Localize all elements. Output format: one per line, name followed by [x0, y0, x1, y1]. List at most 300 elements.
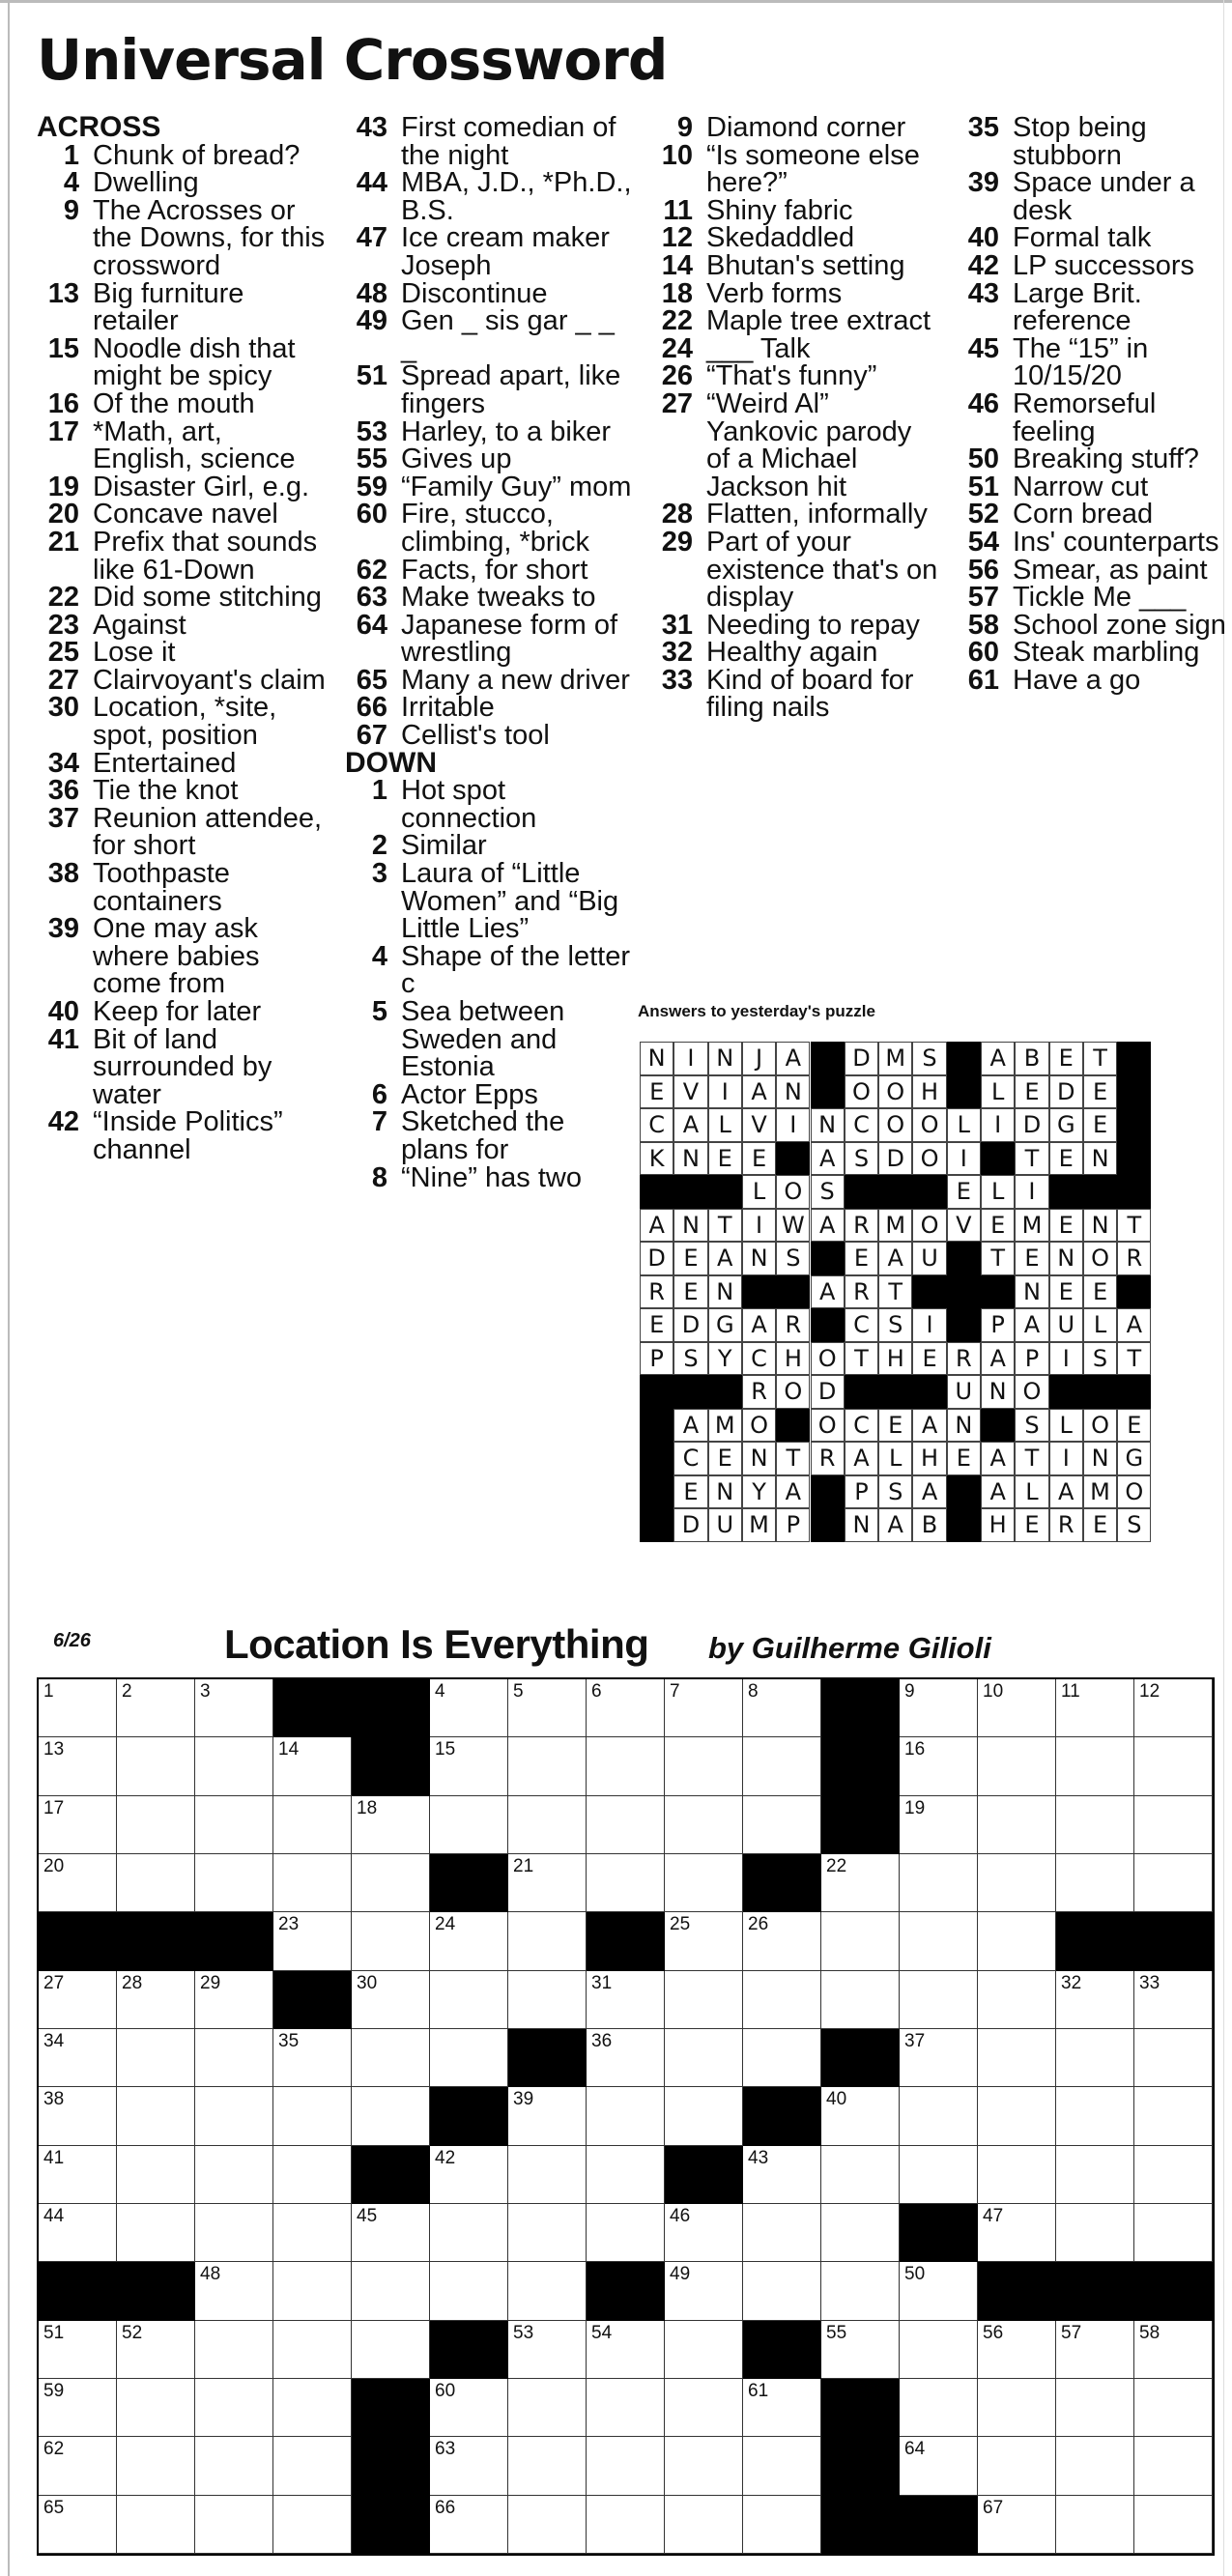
- clue-text: “Weird Al” Yankovic parody of a Michael Jackson hit: [706, 387, 912, 502]
- grid-cell[interactable]: [900, 2087, 978, 2145]
- grid-cell[interactable]: [900, 2379, 978, 2437]
- clue-number: 10: [661, 139, 693, 171]
- grid-cell[interactable]: [273, 2437, 352, 2495]
- answer-letter-cell: N: [811, 1108, 845, 1142]
- answer-letter-cell: T: [1117, 1342, 1151, 1376]
- grid-cell[interactable]: [1134, 1679, 1213, 1737]
- grid-cell[interactable]: [352, 2262, 430, 2320]
- grid-cell[interactable]: [978, 2321, 1056, 2379]
- grid-cell[interactable]: [900, 2321, 978, 2379]
- clue-text: School zone sign: [1013, 609, 1226, 641]
- clue-text: Breaking stuff?: [1013, 444, 1199, 475]
- grid-cell[interactable]: [195, 1679, 273, 1737]
- grid-black-square: [430, 2321, 508, 2379]
- grid-cell[interactable]: [743, 2146, 821, 2204]
- grid-cell[interactable]: [587, 1854, 665, 1912]
- answer-letter-cell: N: [708, 1042, 742, 1075]
- grid-cell[interactable]: [587, 1971, 665, 2029]
- clue-item: [345, 860, 635, 943]
- clue-text: Ins' counterparts: [1013, 526, 1219, 558]
- grid-cell[interactable]: [508, 1854, 587, 1912]
- clue-number: 30: [47, 692, 79, 724]
- grid-cell-number: 57: [1061, 2322, 1082, 2343]
- grid-cell[interactable]: [430, 2496, 508, 2554]
- down-clues-column-2: [957, 114, 1227, 694]
- clue-number: 7: [371, 1106, 387, 1138]
- grid-cell-number: 2: [122, 1681, 132, 1702]
- clue-number: 54: [967, 526, 999, 558]
- grid-cell[interactable]: [665, 2204, 743, 2262]
- clue-number: 62: [356, 554, 387, 586]
- grid-black-square: [1056, 1912, 1134, 1970]
- grid-cell[interactable]: [1134, 2379, 1213, 2437]
- grid-cell[interactable]: [978, 2029, 1056, 2087]
- grid-cell[interactable]: [1056, 1971, 1134, 2029]
- grid-cell[interactable]: [117, 2321, 195, 2379]
- grid-cell[interactable]: [1134, 2146, 1213, 2204]
- grid-cell-number: 67: [983, 2497, 1004, 2518]
- grid-cell[interactable]: [1056, 1679, 1134, 1737]
- grid-cell[interactable]: [195, 2496, 273, 2554]
- grid-cell[interactable]: [39, 2204, 117, 2262]
- answer-letter-cell: U: [708, 1508, 742, 1542]
- clue-item: [37, 584, 327, 612]
- answer-letter-cell: A: [673, 1108, 707, 1142]
- grid-cell[interactable]: [743, 2379, 821, 2437]
- grid-cell-number: 22: [826, 1856, 847, 1876]
- grid-cell[interactable]: [978, 2087, 1056, 2145]
- grid-cell[interactable]: [508, 2496, 587, 2554]
- grid-cell-number: 56: [983, 2322, 1004, 2343]
- grid-cell[interactable]: [352, 2321, 430, 2379]
- grid-cell[interactable]: [508, 2321, 587, 2379]
- grid-cell[interactable]: [430, 2379, 508, 2437]
- grid-cell[interactable]: [821, 2087, 900, 2145]
- grid-cell[interactable]: [430, 1912, 508, 1970]
- grid-cell[interactable]: [1056, 2321, 1134, 2379]
- grid-cell[interactable]: [587, 2029, 665, 2087]
- grid-cell[interactable]: [587, 2087, 665, 2145]
- grid-cell[interactable]: [39, 1796, 117, 1854]
- grid-cell[interactable]: [665, 2321, 743, 2379]
- grid-cell[interactable]: [1134, 1737, 1213, 1795]
- grid-cell[interactable]: [1056, 2204, 1134, 2262]
- grid-cell[interactable]: [665, 2496, 743, 2554]
- grid-cell[interactable]: [352, 1912, 430, 1970]
- answer-letter-cell: H: [878, 1342, 912, 1376]
- clue-text: Bit of land surrounded by water: [93, 1023, 272, 1110]
- clue-item: [37, 415, 327, 475]
- grid-cell-number: 7: [670, 1681, 680, 1702]
- grid-cell[interactable]: [587, 2204, 665, 2262]
- grid-cell[interactable]: [117, 1854, 195, 1912]
- clue-text: Against: [93, 609, 186, 641]
- answer-letter-cell: I: [1049, 1442, 1083, 1475]
- grid-cell[interactable]: [430, 2437, 508, 2495]
- answer-letter-cell: R: [1049, 1508, 1083, 1542]
- grid-cell[interactable]: [587, 1796, 665, 1854]
- grid-cell[interactable]: [1134, 2029, 1213, 2087]
- grid-black-square: [352, 2437, 430, 2495]
- answer-letter-cell: E: [1083, 1275, 1117, 1309]
- answer-letter-cell: I: [673, 1042, 707, 1075]
- grid-cell[interactable]: [978, 1912, 1056, 1970]
- grid-cell[interactable]: [117, 2437, 195, 2495]
- answer-letter-cell: M: [708, 1409, 742, 1443]
- grid-cell[interactable]: [1056, 2496, 1134, 2554]
- answer-letter-cell: I: [981, 1108, 1015, 1142]
- clue-number: 41: [47, 1023, 79, 1055]
- grid-cell[interactable]: [821, 2204, 900, 2262]
- grid-cell[interactable]: [117, 1737, 195, 1795]
- clue-text: Keep for later: [93, 996, 262, 1027]
- grid-cell[interactable]: [430, 1679, 508, 1737]
- grid-cell[interactable]: [39, 2437, 117, 2495]
- grid-cell[interactable]: [665, 2029, 743, 2087]
- grid-cell[interactable]: [900, 2146, 978, 2204]
- grid-cell[interactable]: [665, 1971, 743, 2029]
- across-clues-column-2: [345, 114, 635, 1191]
- grid-cell[interactable]: [587, 2379, 665, 2437]
- answer-letter-cell: N: [1083, 1142, 1117, 1176]
- grid-cell[interactable]: [821, 1971, 900, 2029]
- clue-text: Narrow cut: [1013, 471, 1149, 502]
- clue-number: 6: [371, 1078, 387, 1110]
- grid-cell[interactable]: [1134, 1971, 1213, 2029]
- grid-cell[interactable]: [743, 2437, 821, 2495]
- answer-letter-cell: S: [811, 1175, 845, 1209]
- grid-cell[interactable]: [273, 1796, 352, 1854]
- grid-cell[interactable]: [900, 1854, 978, 1912]
- clue-text: Corn bread: [1013, 499, 1154, 530]
- grid-cell[interactable]: [195, 2262, 273, 2320]
- grid-cell[interactable]: [508, 1737, 587, 1795]
- grid-cell[interactable]: [978, 2496, 1056, 2554]
- grid-cell[interactable]: [430, 2262, 508, 2320]
- answer-letter-cell: D: [640, 1242, 673, 1275]
- grid-cell[interactable]: [39, 1679, 117, 1737]
- clue-number: 51: [967, 471, 999, 502]
- clue-item: [37, 277, 327, 337]
- clue-item: [37, 1108, 327, 1163]
- grid-cell[interactable]: [39, 2087, 117, 2145]
- grid-cell[interactable]: [508, 2437, 587, 2495]
- answer-letter-cell: R: [811, 1442, 845, 1475]
- grid-cell[interactable]: [117, 1679, 195, 1737]
- grid-cell[interactable]: [978, 1971, 1056, 2029]
- clue-text: Japanese form of wrestling: [401, 609, 618, 669]
- clue-number: 5: [371, 996, 387, 1027]
- clue-item: [650, 249, 940, 281]
- answer-black-square: [878, 1375, 912, 1409]
- grid-cell[interactable]: [1134, 1854, 1213, 1912]
- grid-cell[interactable]: [508, 1679, 587, 1737]
- grid-cell[interactable]: [195, 2321, 273, 2379]
- clue-text: Entertained: [93, 747, 237, 779]
- grid-cell[interactable]: [195, 1971, 273, 2029]
- clue-text: Large Brit. reference: [1013, 277, 1142, 337]
- grid-cell[interactable]: [587, 2146, 665, 2204]
- grid-cell[interactable]: [508, 2262, 587, 2320]
- grid-cell[interactable]: [273, 2029, 352, 2087]
- grid-cell[interactable]: [743, 2496, 821, 2554]
- grid-cell[interactable]: [508, 2204, 587, 2262]
- clue-item: [37, 332, 327, 392]
- clue-number: 18: [661, 277, 693, 309]
- grid-cell[interactable]: [195, 2437, 273, 2495]
- grid-cell[interactable]: [273, 2379, 352, 2437]
- grid-cell[interactable]: [430, 1971, 508, 2029]
- grid-cell[interactable]: [39, 2321, 117, 2379]
- grid-cell[interactable]: [1056, 1796, 1134, 1854]
- clue-item: [957, 114, 1227, 169]
- grid-cell[interactable]: [195, 2204, 273, 2262]
- grid-cell[interactable]: [195, 2087, 273, 2145]
- clue-number: 39: [47, 913, 79, 945]
- grid-cell[interactable]: [978, 2204, 1056, 2262]
- grid-cell[interactable]: [665, 2087, 743, 2145]
- grid-cell-number: 40: [826, 2089, 847, 2110]
- clue-item: [345, 694, 635, 722]
- clue-text: Formal talk: [1013, 222, 1152, 254]
- grid-black-square: [665, 2146, 743, 2204]
- grid-cell[interactable]: [978, 1679, 1056, 1737]
- answer-letter-cell: V: [742, 1108, 776, 1142]
- grid-cell[interactable]: [117, 1971, 195, 2029]
- clue-item: [957, 224, 1227, 252]
- grid-cell[interactable]: [665, 1796, 743, 1854]
- grid-cell[interactable]: [273, 2262, 352, 2320]
- clue-number: 33: [661, 664, 693, 696]
- grid-cell[interactable]: [39, 2029, 117, 2087]
- grid-black-square: [352, 2496, 430, 2554]
- answer-letter-cell: I: [742, 1209, 776, 1243]
- answer-letter-cell: N: [1049, 1242, 1083, 1275]
- grid-cell[interactable]: [821, 2146, 900, 2204]
- grid-cell[interactable]: [430, 1737, 508, 1795]
- grid-cell[interactable]: [743, 2262, 821, 2320]
- grid-cell[interactable]: [978, 2437, 1056, 2495]
- grid-cell[interactable]: [352, 1971, 430, 2029]
- grid-cell[interactable]: [587, 2321, 665, 2379]
- answer-black-square: [981, 1409, 1015, 1443]
- grid-cell[interactable]: [978, 2379, 1056, 2437]
- grid-cell[interactable]: [1056, 2146, 1134, 2204]
- answer-letter-cell: P: [1015, 1342, 1048, 1376]
- grid-cell[interactable]: [117, 2087, 195, 2145]
- clue-text: Tie the knot: [93, 775, 239, 807]
- grid-cell[interactable]: [900, 2262, 978, 2320]
- grid-cell[interactable]: [743, 1679, 821, 1737]
- grid-cell[interactable]: [352, 1854, 430, 1912]
- grid-cell[interactable]: [39, 1971, 117, 2029]
- grid-cell[interactable]: [665, 2262, 743, 2320]
- grid-cell[interactable]: [1056, 2379, 1134, 2437]
- clue-text: Gen _ sis gar _ _ _: [401, 305, 615, 364]
- answer-black-square: [1117, 1075, 1151, 1109]
- grid-cell[interactable]: [743, 2029, 821, 2087]
- grid-cell[interactable]: [1056, 1737, 1134, 1795]
- grid-cell[interactable]: [587, 1679, 665, 1737]
- grid-cell[interactable]: [273, 1737, 352, 1795]
- clue-text: Big furniture retailer: [93, 277, 244, 337]
- grid-cell-number: 58: [1139, 2322, 1160, 2343]
- grid-cell[interactable]: [1134, 2496, 1213, 2554]
- grid-cell[interactable]: [39, 2496, 117, 2554]
- grid-cell[interactable]: [900, 2029, 978, 2087]
- clue-text: Skedaddled: [706, 222, 855, 254]
- answer-black-square: [947, 1275, 981, 1309]
- grid-cell[interactable]: [821, 1912, 900, 1970]
- answer-letter-cell: H: [912, 1442, 946, 1475]
- grid-cell[interactable]: [900, 1796, 978, 1854]
- grid-cell[interactable]: [273, 2087, 352, 2145]
- grid-cell[interactable]: [743, 1737, 821, 1795]
- grid-cell[interactable]: [195, 1796, 273, 1854]
- grid-cell[interactable]: [508, 1796, 587, 1854]
- grid-cell[interactable]: [1056, 2029, 1134, 2087]
- grid-black-square: [430, 2087, 508, 2145]
- answer-letter-cell: I: [947, 1142, 981, 1176]
- grid-cell[interactable]: [508, 2087, 587, 2145]
- clue-text: Gives up: [401, 444, 512, 475]
- grid-cell[interactable]: [39, 2146, 117, 2204]
- grid-cell[interactable]: [978, 1737, 1056, 1795]
- clue-text: Kind of board for filing nails: [706, 664, 914, 724]
- answer-letter-cell: G: [1049, 1108, 1083, 1142]
- grid-cell[interactable]: [273, 2496, 352, 2554]
- grid-cell[interactable]: [117, 2146, 195, 2204]
- grid-cell[interactable]: [665, 1679, 743, 1737]
- grid-cell[interactable]: [743, 1971, 821, 2029]
- grid-cell[interactable]: [117, 2379, 195, 2437]
- grid-cell[interactable]: [430, 2146, 508, 2204]
- grid-cell[interactable]: [1056, 1854, 1134, 1912]
- answer-black-square: [981, 1275, 1015, 1309]
- grid-cell[interactable]: [273, 2146, 352, 2204]
- grid-cell[interactable]: [1134, 1796, 1213, 1854]
- grid-cell[interactable]: [39, 2379, 117, 2437]
- grid-cell[interactable]: [900, 1737, 978, 1795]
- grid-cell[interactable]: [352, 2029, 430, 2087]
- answer-letter-cell: T: [878, 1275, 912, 1309]
- grid-cell[interactable]: [117, 2029, 195, 2087]
- grid-cell[interactable]: [587, 2437, 665, 2495]
- clue-number: 44: [356, 167, 387, 199]
- grid-cell[interactable]: [195, 1737, 273, 1795]
- clue-item: [957, 554, 1227, 586]
- grid-cell[interactable]: [273, 2321, 352, 2379]
- grid-cell[interactable]: [900, 1912, 978, 1970]
- grid-cell[interactable]: [430, 1796, 508, 1854]
- grid-cell[interactable]: [508, 2146, 587, 2204]
- grid-cell[interactable]: [978, 1796, 1056, 1854]
- grid-cell[interactable]: [195, 2379, 273, 2437]
- grid-cell[interactable]: [665, 1737, 743, 1795]
- grid-cell[interactable]: [1134, 2321, 1213, 2379]
- grid-cell[interactable]: [117, 2204, 195, 2262]
- grid-cell[interactable]: [508, 1971, 587, 2029]
- grid-black-square: [273, 1679, 352, 1737]
- grid-cell[interactable]: [665, 2437, 743, 2495]
- clue-text: Steak marbling: [1013, 637, 1200, 669]
- clue-text: Similar: [401, 830, 487, 862]
- grid-cell[interactable]: [978, 2146, 1056, 2204]
- answer-letter-cell: K: [640, 1142, 673, 1176]
- grid-cell-number: 10: [983, 1681, 1004, 1702]
- grid-cell[interactable]: [1056, 2087, 1134, 2145]
- answer-black-square: [776, 1142, 810, 1176]
- answer-letter-cell: E: [742, 1142, 776, 1176]
- clue-item: [650, 526, 940, 614]
- grid-cell[interactable]: [508, 2379, 587, 2437]
- grid-cell[interactable]: [900, 1971, 978, 2029]
- grid-cell[interactable]: [352, 2204, 430, 2262]
- grid-cell[interactable]: [430, 2029, 508, 2087]
- grid-cell[interactable]: [821, 2262, 900, 2320]
- clue-item: [345, 1161, 635, 1193]
- grid-cell[interactable]: [273, 1854, 352, 1912]
- grid-cell[interactable]: [743, 1796, 821, 1854]
- grid-cell[interactable]: [117, 1796, 195, 1854]
- answer-black-square: [708, 1175, 742, 1209]
- grid-cell[interactable]: [978, 1854, 1056, 1912]
- grid-cell[interactable]: [39, 1854, 117, 1912]
- grid-cell[interactable]: [1134, 2087, 1213, 2145]
- grid-cell[interactable]: [195, 1854, 273, 1912]
- grid-cell[interactable]: [430, 2204, 508, 2262]
- grid-cell[interactable]: [195, 2029, 273, 2087]
- grid-cell[interactable]: [273, 2204, 352, 2262]
- grid-cell[interactable]: [39, 1737, 117, 1795]
- grid-cell[interactable]: [195, 2146, 273, 2204]
- answer-letter-cell: N: [708, 1475, 742, 1509]
- grid-cell[interactable]: [273, 1912, 352, 1970]
- grid-cell[interactable]: [508, 1912, 587, 1970]
- grid-cell[interactable]: [665, 1912, 743, 1970]
- grid-cell[interactable]: [587, 1737, 665, 1795]
- clue-number: 35: [967, 112, 999, 143]
- grid-cell[interactable]: [821, 2321, 900, 2379]
- grid-cell[interactable]: [665, 1854, 743, 1912]
- answer-letter-cell: S: [776, 1242, 810, 1275]
- grid-cell[interactable]: [821, 1854, 900, 1912]
- answer-letter-cell: V: [673, 1075, 707, 1109]
- grid-cell[interactable]: [900, 2437, 978, 2495]
- clue-text: Laura of “Little Women” and “Big Little Lies”: [401, 858, 619, 945]
- grid-cell[interactable]: [117, 2496, 195, 2554]
- grid-cell[interactable]: [665, 2379, 743, 2437]
- grid-cell[interactable]: [1056, 2437, 1134, 2495]
- clue-text: Sketched the plans for: [401, 1106, 565, 1165]
- answer-letter-cell: N: [981, 1375, 1015, 1409]
- clue-text: *Math, art, English, science: [93, 415, 296, 475]
- grid-cell[interactable]: [743, 2204, 821, 2262]
- grid-black-square: [273, 1971, 352, 2029]
- grid-cell[interactable]: [1134, 2437, 1213, 2495]
- grid-cell[interactable]: [1134, 2204, 1213, 2262]
- clue-item: [345, 114, 635, 169]
- grid-cell[interactable]: [352, 2087, 430, 2145]
- grid-cell-number: 26: [748, 1914, 769, 1935]
- grid-cell[interactable]: [900, 1679, 978, 1737]
- answer-letter-cell: N: [640, 1042, 673, 1075]
- grid-cell[interactable]: [352, 1796, 430, 1854]
- grid-cell[interactable]: [743, 1912, 821, 1970]
- grid-cell[interactable]: [587, 2496, 665, 2554]
- clue-number: 27: [47, 664, 79, 696]
- clue-number: 1: [371, 775, 387, 807]
